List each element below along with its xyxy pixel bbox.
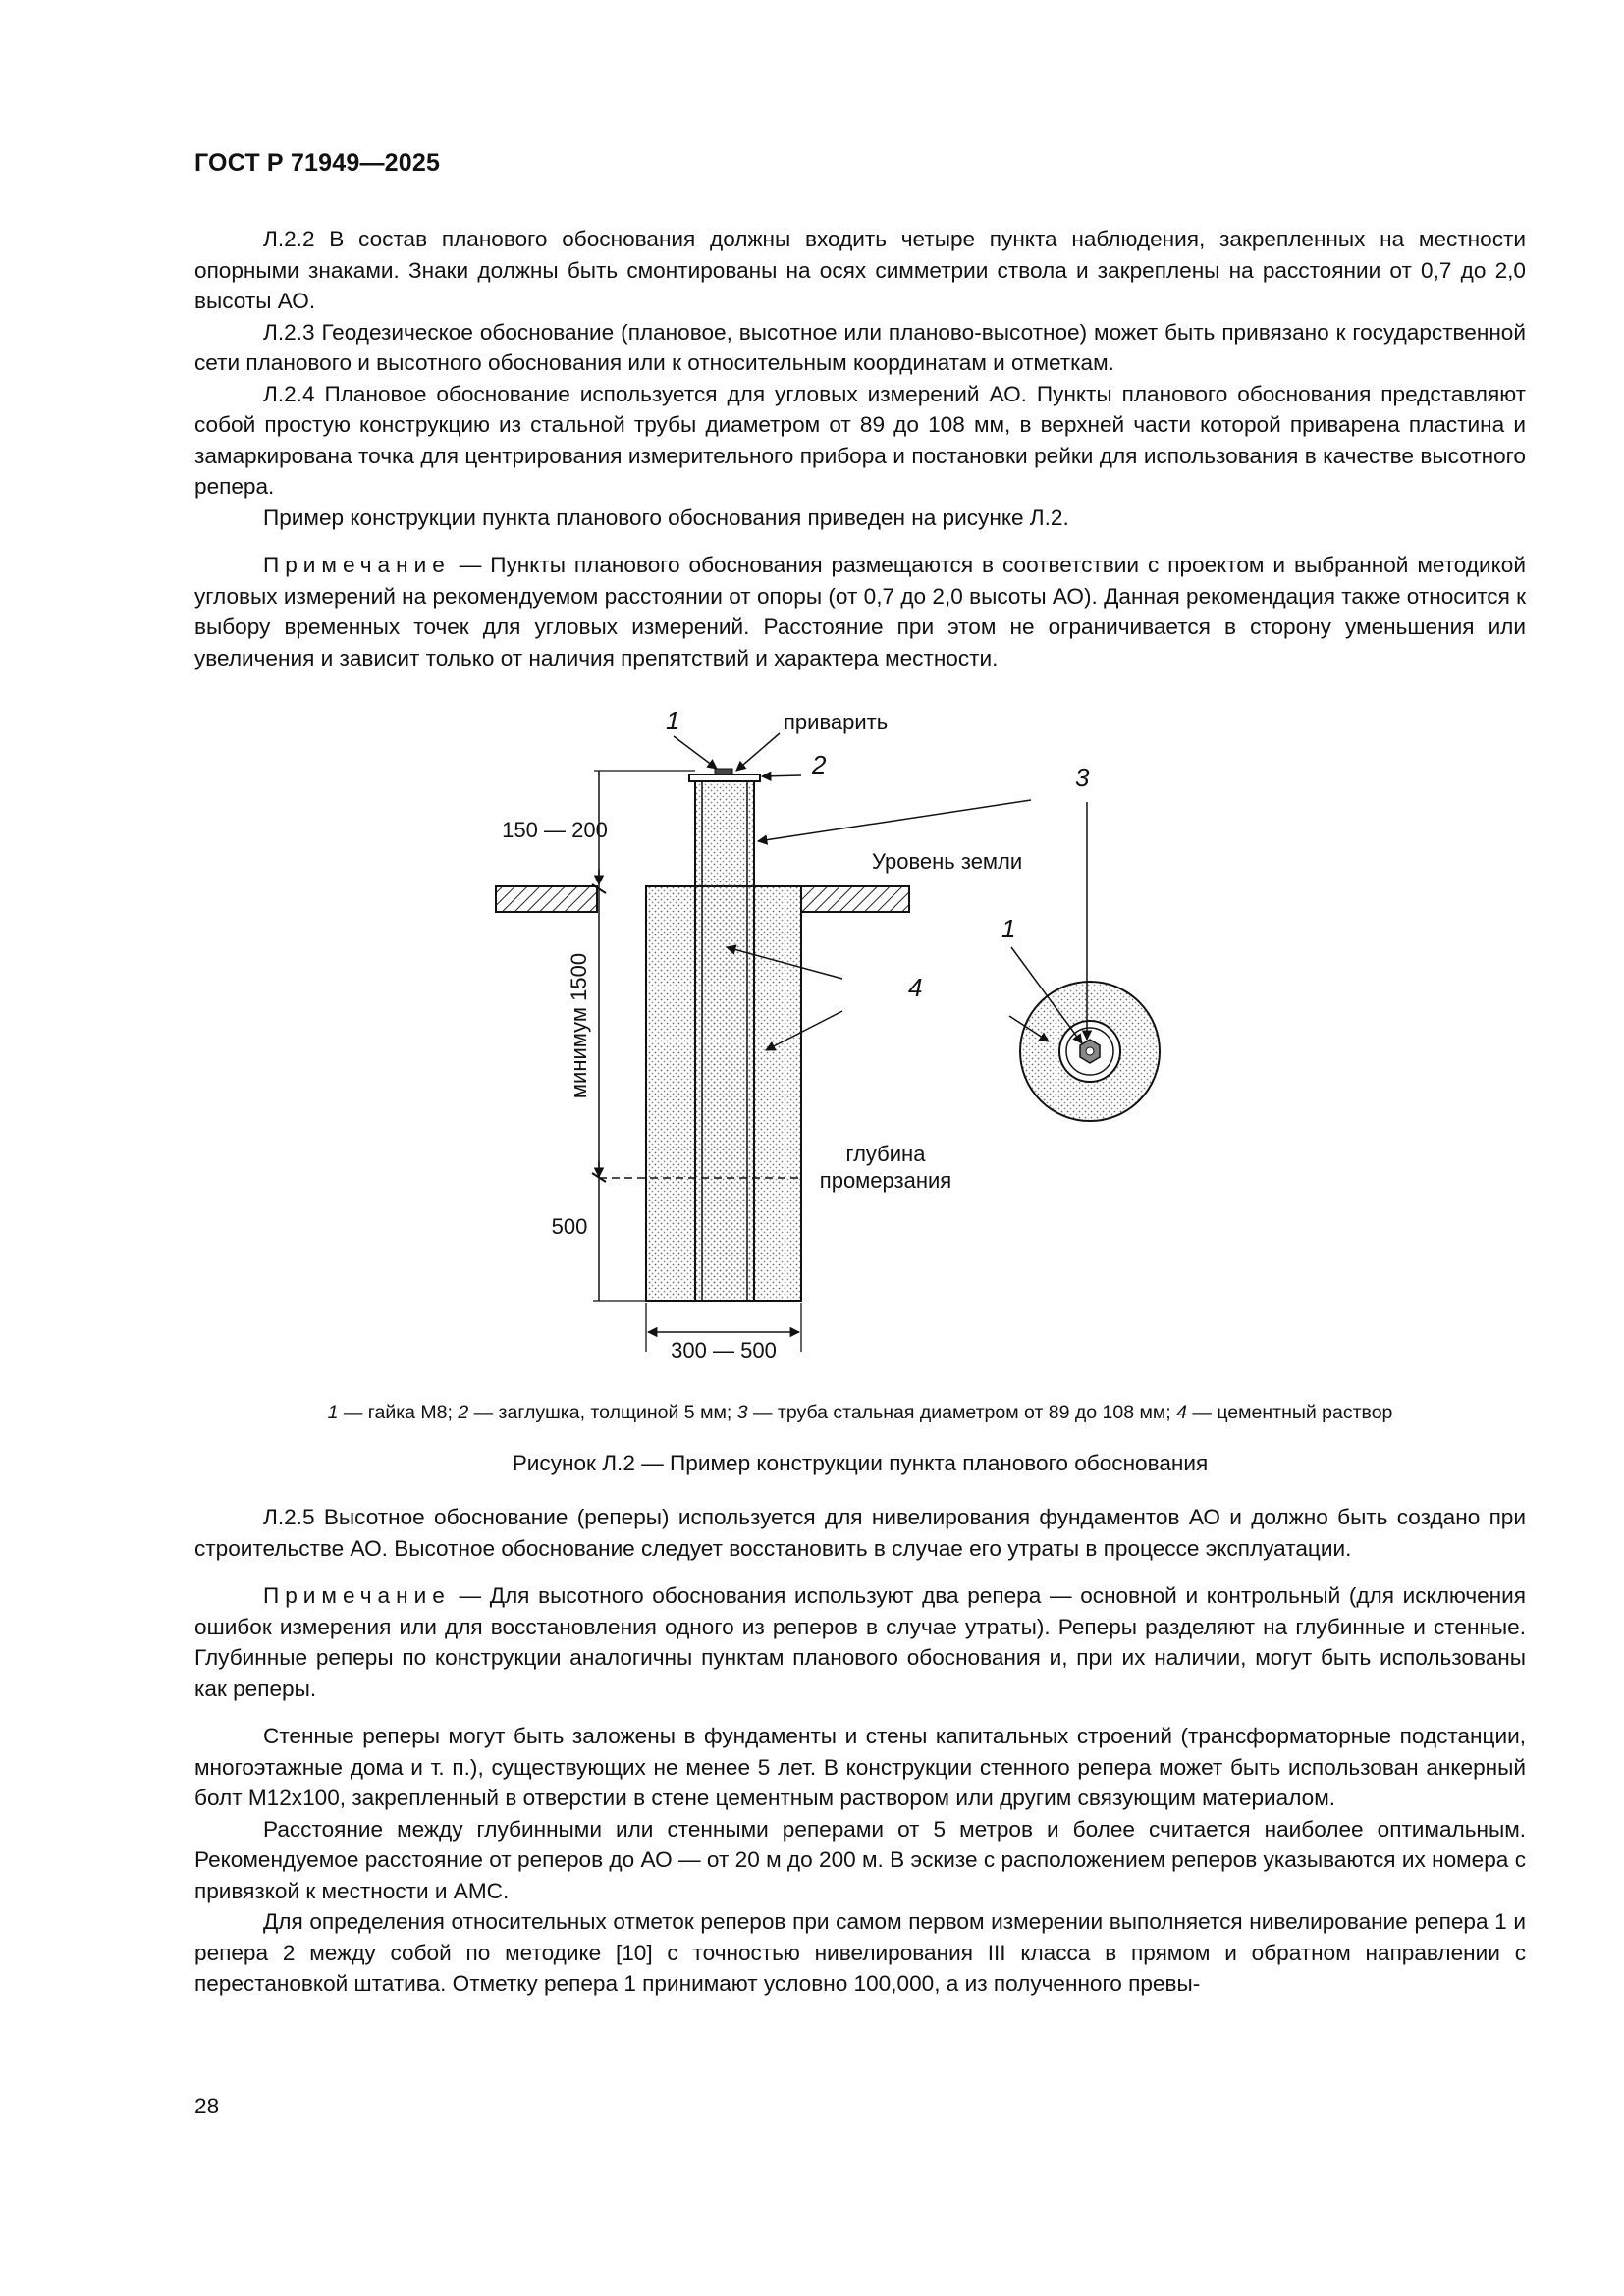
callout-1-plan: 1 <box>1001 914 1016 943</box>
figure-l2 <box>471 692 1188 1362</box>
callout-2: 2 <box>812 750 827 779</box>
dim-bottom-label: 500 <box>551 1214 588 1239</box>
figure-legend <box>194 1402 1526 1424</box>
legend-text-3: — труба стальная диаметром от 89 до 108 мм; <box>747 1402 1177 1423</box>
paragraph-l24: Л.2.4 Плановое обоснование используется для угловых измерений АО. Пункты планового обоснования представляют собой простую конструкцию из стальной трубы диаметром от 89 до 108 мм, в верхней части которой приварена пластина и замаркирована точка для центрирования измерительного прибора и постановки рейки для использования в качестве высотного репера. <box>194 381 1526 499</box>
legend-text-4: — цементный раствор <box>1187 1402 1393 1423</box>
callout-4: 4 <box>908 973 923 1002</box>
note-label: Примечание <box>263 1583 451 1608</box>
legend-text-2: — заглушка, толщиной 5 мм; <box>468 1402 737 1423</box>
paragraph-l22: Л.2.2 В состав планового обоснования должны входить четыре пункта наблюдения, закрепленных на местности опорными знаками. Знаки должны быть смонтированы на осях симметрии ствола и закреплены на расстоянии от 0,7 до 2,0 высоты АО. <box>194 227 1526 313</box>
document-header: ГОСТ Р 71949—2025 <box>194 149 441 177</box>
cap-plate <box>689 774 760 781</box>
nut <box>715 769 732 774</box>
legend-num-2: 2 <box>458 1402 469 1423</box>
note-text: — Для высотного обоснования используют два репера — основной и контрольный (для исключения ошибок измерения или для восстановления одного из реперов в случае утраты). Реперы разделяют на глубинные и стенные. Глубинные реперы по конструкции аналогичны пунктам планового обоснования и, при их наличии, могут быть использованы как реперы. <box>194 1583 1526 1701</box>
paragraph-distance: Расстояние между глубинными или стенными реперами от 5 метров и более считается наиболее оптимальным. Рекомендуемое расстояние от реперов до АО — от 20 м до 200 м. В эскизе с расположением реперов указываются их номера с привязкой к местности и АМС. <box>194 1816 1526 1903</box>
legend-text-1: — гайка М8; <box>338 1402 459 1423</box>
steel-pipe <box>695 780 754 1301</box>
paragraph-leveling: Для определения относительных отметок реперов при самом первом измерении выполняется нивелирование репера 1 и репера 2 между собой по методике [10] с точностью нивелирования III класса в прямом и обратном направлении с перестановкой штатива. Отметку репера 1 принимают условно 100,000, а из полученного превы- <box>194 1909 1526 1996</box>
figure-drawing <box>471 692 1188 1362</box>
legend-num-3: 3 <box>736 1402 748 1423</box>
paragraph-l25: Л.2.5 Высотное обоснование (реперы) используется для нивелирования фундаментов АО и должно быть создано при строительстве АО. Высотное обоснование следует восстановить в случае его утраты в процессе эксплуатации. <box>194 1505 1526 1561</box>
callout-1: 1 <box>666 706 680 735</box>
weld-label: приварить <box>784 710 889 734</box>
ground-slab-right <box>801 886 909 912</box>
note-label: Примечание <box>263 553 451 577</box>
figure-caption: Рисунок Л.2 — Пример конструкции пункта планового обоснования <box>512 1451 1209 1475</box>
note-text: — Пункты планового обоснования размещаются в соответствии с проектом и выбранной методикой угловых измерений на рекомендуемом расстоянии от опоры (от 0,7 до 2,0 высоты АО). Данная рекомендация также относится к выбору временных точек для угловых измерений. Расстояние при этом не ограничивается в сторону уменьшения или увеличения и зависит только от наличия препятствий и характера местности. <box>194 553 1526 670</box>
callout-3: 3 <box>1075 763 1090 792</box>
text-block-top <box>194 224 1526 673</box>
paragraph-l23: Л.2.3 Геодезическое обоснование (плановое, высотное или планово-высотное) может быть привязано к государственной сети планового и высотного обоснования или к относительным координатам и отметкам. <box>194 319 1526 375</box>
page-number: 28 <box>194 2094 220 2118</box>
dim-top-label: 150 — 200 <box>502 818 608 842</box>
ground-level-label: Уровень земли <box>872 849 1023 874</box>
freeze-label-2: промерзания <box>819 1168 952 1193</box>
text-block-bottom <box>194 1502 1526 2000</box>
legend-num-4: 4 <box>1176 1402 1187 1423</box>
ground-slab-left <box>496 886 597 912</box>
paragraph-figure-ref: Пример конструкции пункта планового обоснования приведен на рисунке Л.2. <box>263 505 1069 530</box>
freeze-label-1: глубина <box>845 1142 926 1166</box>
note-1 <box>194 550 1526 673</box>
dim-min-label: минимум 1500 <box>567 952 591 1099</box>
paragraph-wall-benchmarks: Стенные реперы могут быть заложены в фундаменты и стены капитальных строений (трансформаторные подстанции, многоэтажные дома и т. п.), существующих не менее 5 лет. В конструкции стенного репера может быть использован анкерный болт М12х100, закрепленный в отверстии в стене цементным раствором или другим связующим материалом. <box>194 1724 1526 1810</box>
legend-num-1: 1 <box>327 1402 339 1423</box>
note-2 <box>194 1580 1526 1704</box>
dim-width-label: 300 — 500 <box>671 1338 777 1362</box>
